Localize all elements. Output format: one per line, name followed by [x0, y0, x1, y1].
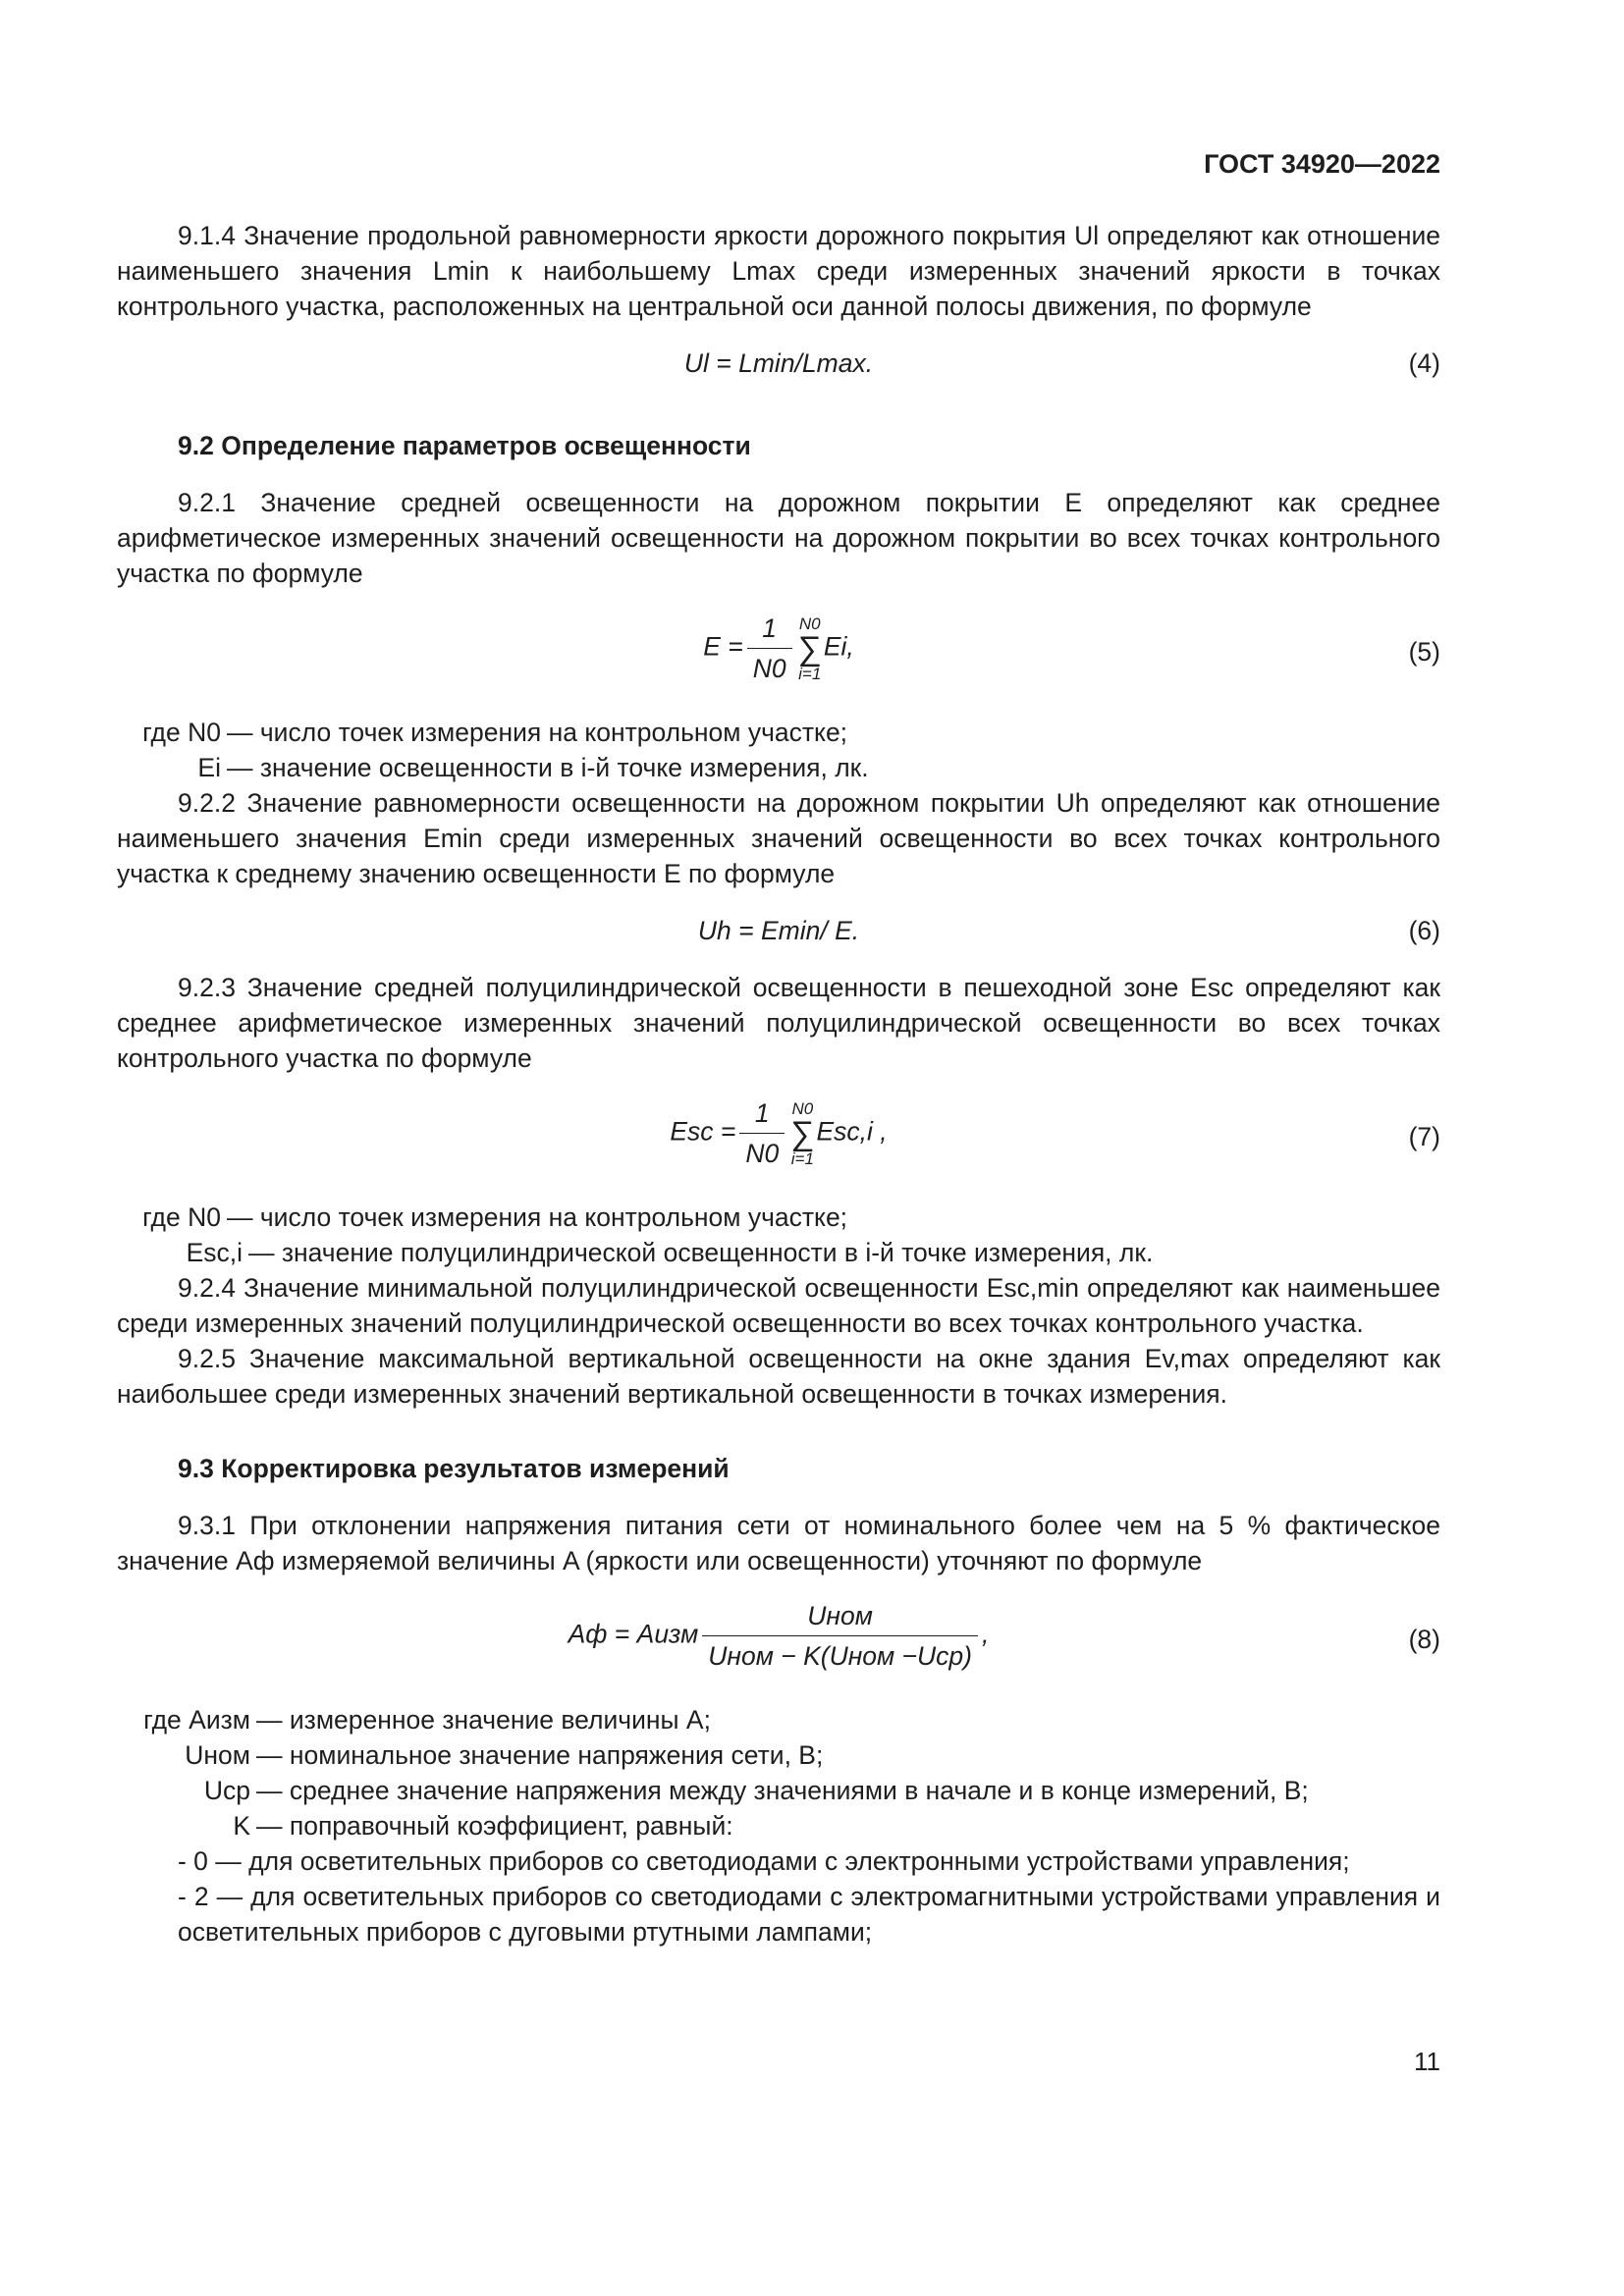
formula-7 [117, 1090, 1440, 1186]
legend-formula-5 [117, 715, 1440, 785]
formula-6-expr: Uh = Emin/ E. [697, 916, 860, 945]
formula-8-numerator: Uном [702, 1598, 978, 1636]
formula-7-fraction [739, 1095, 785, 1171]
paragraph-9-2-1: 9.2.1 Значение средней освещенности на дорожном покрытии E определяют как среднее арифметическое измеренных значений освещенности на дорожном покрытии во всех точках контрольного участка по формуле [117, 488, 1440, 588]
legend-symbol: где N0 [142, 718, 221, 747]
legend-symbol: где N0 [142, 1202, 221, 1232]
legend-symbol: Uср [203, 1776, 250, 1805]
list-item: - 2 — для осветительных приборов со светодиодами с электромагнитными устройствами управления и осветительных приборов с дуговыми ртутными лампами; [178, 1882, 1440, 1947]
legend-row [117, 1773, 1440, 1808]
formula-5-sum-lower: i=1 [798, 664, 822, 683]
paragraph-9-2-2: 9.2.2 Значение равномерности освещенности на дорожном покрытии Uh определяют как отношение наименьшего значения Emin среди измеренных значений освещенности во всех точках контрольного участка к среднему значению освещенности E по формуле [117, 788, 1440, 888]
formula-7-sum-upper: N0 [791, 1098, 814, 1118]
legend-row [117, 1200, 1440, 1235]
formula-7-expr [117, 1095, 1440, 1171]
formula-8-expr [117, 1598, 1440, 1674]
legend-symbol: Esc,i [186, 1238, 243, 1267]
formula-7-sum [790, 1100, 814, 1167]
paragraph-9-2-4: 9.2.4 Значение минимальной полуцилиндрической освещенности Esc,min определяют как наименьшее среди измеренных значений полуцилиндрической освещенности во всех точках контрольного участка. [117, 1273, 1440, 1338]
paragraph-9-2-5: 9.2.5 Значение максимальной вертикальной освещенности на окне здания Ev,max определяют как наибольшее среди измеренных значений вертикальной освещенности в точках измерения. [117, 1344, 1440, 1409]
formula-7-lhs: Esc = [670, 1116, 736, 1147]
formula-4-expr: Ul = Lmin/Lmax. [683, 348, 874, 378]
sigma-icon: ∑ [797, 629, 822, 667]
formula-4-number: (4) [1408, 348, 1440, 378]
formula-6 [117, 905, 1440, 956]
legend-row [117, 1235, 1440, 1270]
formula-8-tail: , [982, 1619, 990, 1649]
page-number: 11 [1414, 2047, 1440, 2076]
paragraph-9-2-3: 9.2.3 Значение средней полуцилиндрической освещенности в пешеходной зоне Esc определяют как среднее арифметическое измеренных значений полуцилиндрической освещенности во всех точках контрольного участка по формуле [117, 973, 1440, 1073]
legend-description: — среднее значение напряжения между значениями в начале и в конце измерений, В; [256, 1776, 1309, 1805]
legend-formula-8 [117, 1702, 1440, 1843]
formula-7-denominator: N0 [745, 1139, 780, 1168]
formula-5-number: (5) [1408, 637, 1440, 667]
formula-5 [117, 605, 1440, 701]
formula-5-fraction [747, 611, 792, 686]
legend-description: — номинальное значение напряжения сети, В; [256, 1740, 824, 1770]
legend-symbol: где Aизм [143, 1705, 250, 1735]
legend-symbol: K [233, 1811, 250, 1841]
section-heading-9-3: 9.3 Корректировка результатов измерений [178, 1454, 730, 1483]
formula-5-sum [798, 615, 822, 682]
legend-row [117, 1737, 1440, 1773]
legend-description: — значение освещенности в i-й точке измерения, лк. [227, 753, 869, 782]
formula-5-denominator: N0 [752, 654, 786, 683]
formula-7-numerator: 1 [739, 1095, 785, 1134]
legend-description: — число точек измерения на контрольном участке; [227, 718, 848, 747]
legend-symbol: Uном [185, 1740, 250, 1770]
legend-row [117, 1808, 1440, 1843]
doc-code-header: ГОСТ 34920—2022 [1204, 149, 1440, 179]
formula-5-sum-upper: N0 [798, 614, 821, 633]
legend-row [117, 750, 1440, 785]
formula-8-fraction [702, 1598, 978, 1674]
formula-5-term: Ei, [823, 631, 854, 662]
formula-5-expr [117, 611, 1440, 686]
legend-description: — измеренное значение величины A; [256, 1705, 711, 1735]
legend-symbol: Ei [197, 753, 221, 782]
legend-formula-7 [117, 1200, 1440, 1270]
legend-row [117, 1702, 1440, 1737]
formula-4 [117, 338, 1440, 389]
formula-8-lhs: Aф = Aизм [568, 1619, 699, 1649]
list-item: - 0 — для осветительных приборов со светодиодами с электронными устройствами управления; [178, 1846, 1350, 1876]
formula-7-sum-lower: i=1 [790, 1148, 814, 1168]
sigma-icon: ∑ [790, 1114, 815, 1152]
formula-8-number: (8) [1408, 1625, 1440, 1654]
legend-description: — значение полуцилиндрической освещенности в i-й точке измерения, лк. [248, 1238, 1154, 1267]
paragraph-9-1-4: 9.1.4 Значение продольной равномерности яркости дорожного покрытия Ul определяют как отношение наименьшего значения Lmin к наибольшему Lmax среди измеренных значений яркости в точках контрольного участка, расположенных на центральной оси данной полосы движения, по формуле [117, 221, 1440, 321]
section-heading-9-2: 9.2 Определение параметров освещенности [178, 431, 751, 460]
formula-8-denominator: Uном − K(Uном −Uср) [708, 1641, 972, 1671]
formula-8 [117, 1592, 1440, 1688]
formula-5-numerator: 1 [747, 611, 792, 649]
formula-7-number: (7) [1408, 1122, 1440, 1151]
paragraph-9-3-1: 9.3.1 При отклонении напряжения питания сети от номинального более чем на 5 % фактическое значение Aф измеряемой величины A (яркости или освещенности) уточняют по формуле [117, 1511, 1440, 1575]
page-content [117, 218, 1440, 1949]
legend-row [117, 715, 1440, 750]
legend-description: — поправочный коэффициент, равный: [256, 1811, 733, 1841]
legend-description: — число точек измерения на контрольном участке; [227, 1202, 848, 1232]
formula-6-number: (6) [1408, 916, 1440, 945]
formula-5-lhs: E = [703, 631, 743, 662]
formula-7-term: Esc,i , [816, 1116, 888, 1147]
